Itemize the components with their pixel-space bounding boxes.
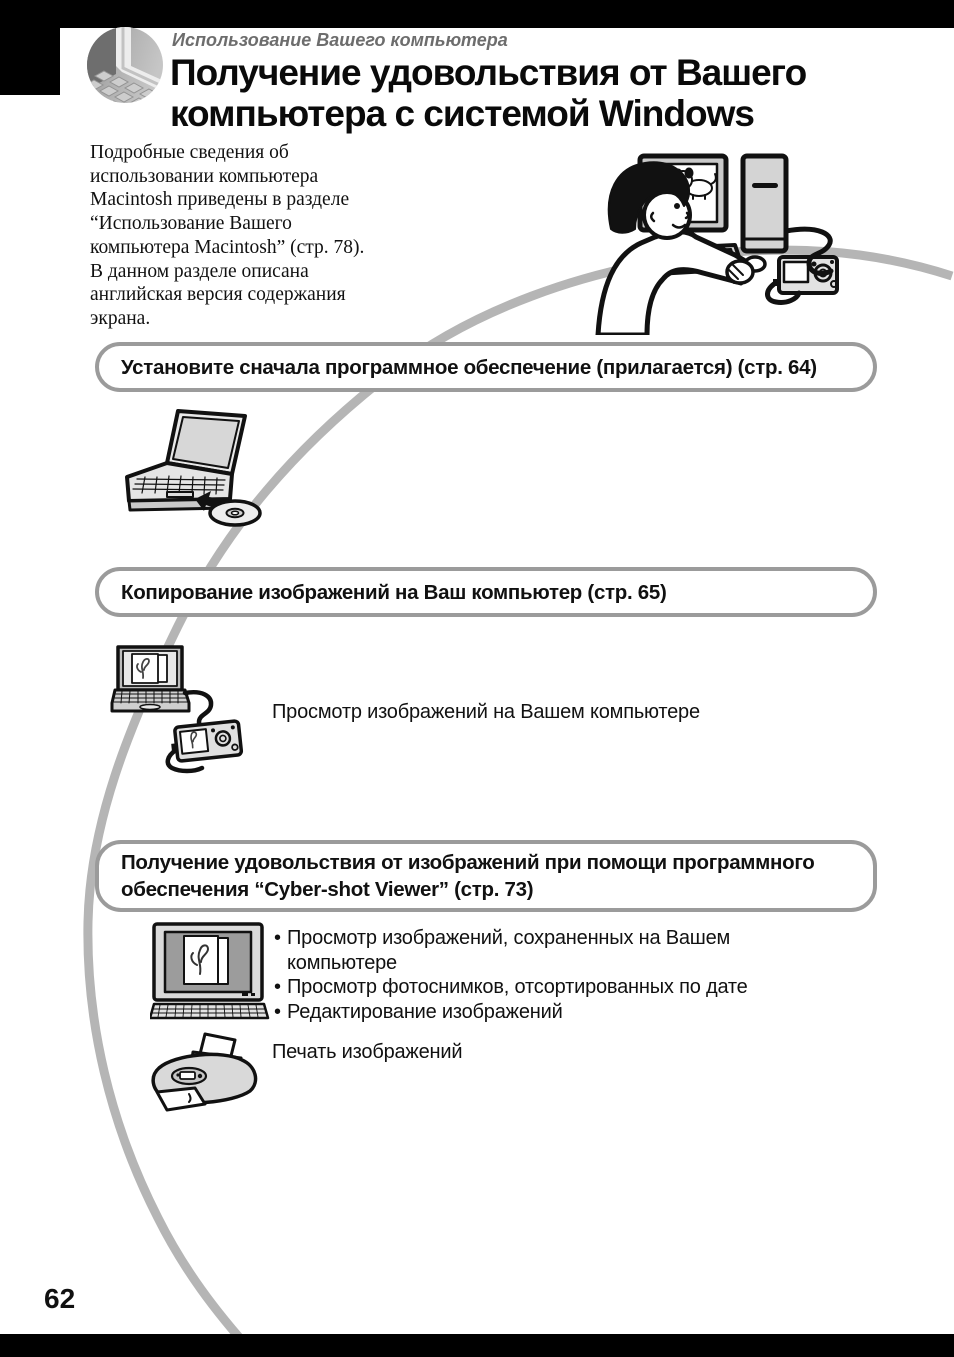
bullet-item: • Просмотр изображений, сохраненных на Вашем компьютере bbox=[274, 926, 794, 975]
text-line: Установите сначала программное обеспечение (прилагается) (стр. 64) bbox=[121, 355, 817, 379]
text-line: использовании компьютера bbox=[90, 165, 319, 187]
text-line: “Использование Вашего bbox=[90, 213, 292, 235]
text-line: Macintosh приведены в разделе bbox=[90, 189, 350, 211]
desktop-computer-illustration-icon bbox=[150, 922, 270, 1022]
text-line: Копирование изображений на Ваш компьютер (стр. 65) bbox=[121, 580, 667, 604]
text-line: Получение удовольствия от Вашего bbox=[170, 52, 807, 93]
bullet-item: • Редактирование изображений bbox=[274, 1000, 794, 1025]
feature-bullet-list bbox=[274, 926, 794, 1024]
step-box-copy bbox=[95, 567, 877, 617]
text-line: Подробные сведения об bbox=[90, 142, 289, 163]
text-line: английская версия содержания bbox=[90, 284, 346, 306]
text-line: компьютера Macintosh” (стр. 78). bbox=[90, 236, 365, 258]
laptop-cd-illustration-icon bbox=[115, 395, 375, 565]
intro-paragraph bbox=[90, 141, 510, 331]
caption-view-images: Просмотр изображений на Вашем компьютере bbox=[272, 701, 700, 723]
top-black-bar bbox=[0, 0, 954, 28]
bullet-item: • Просмотр фотоснимков, отсортированных по дате bbox=[274, 975, 794, 1000]
section-eyebrow: Использование Вашего компьютера bbox=[172, 30, 508, 50]
step-box-enjoy bbox=[95, 840, 877, 912]
text-line: экрана. bbox=[90, 307, 151, 329]
text-line: В данном разделе описана bbox=[90, 260, 309, 282]
caption-print-images: Печать изображений bbox=[272, 1041, 463, 1063]
step-box-install bbox=[95, 342, 877, 392]
page-number: 62 bbox=[44, 1283, 76, 1314]
laptop-camera-illustration-icon bbox=[110, 640, 350, 805]
text-line: компьютера с системой Windows bbox=[170, 93, 754, 134]
page-title bbox=[170, 52, 806, 134]
bottom-black-bar bbox=[0, 1334, 954, 1357]
section-badge-icon bbox=[86, 26, 164, 104]
printer-illustration-icon bbox=[145, 1028, 265, 1123]
text-line: Получение удовольствия от изображений при помощи программного bbox=[121, 851, 815, 874]
person-computer-illustration-icon bbox=[583, 133, 954, 335]
left-black-tab bbox=[0, 0, 60, 95]
text-line: обеспечения “Cyber-shot Viewer” (стр. 73) bbox=[121, 878, 534, 901]
